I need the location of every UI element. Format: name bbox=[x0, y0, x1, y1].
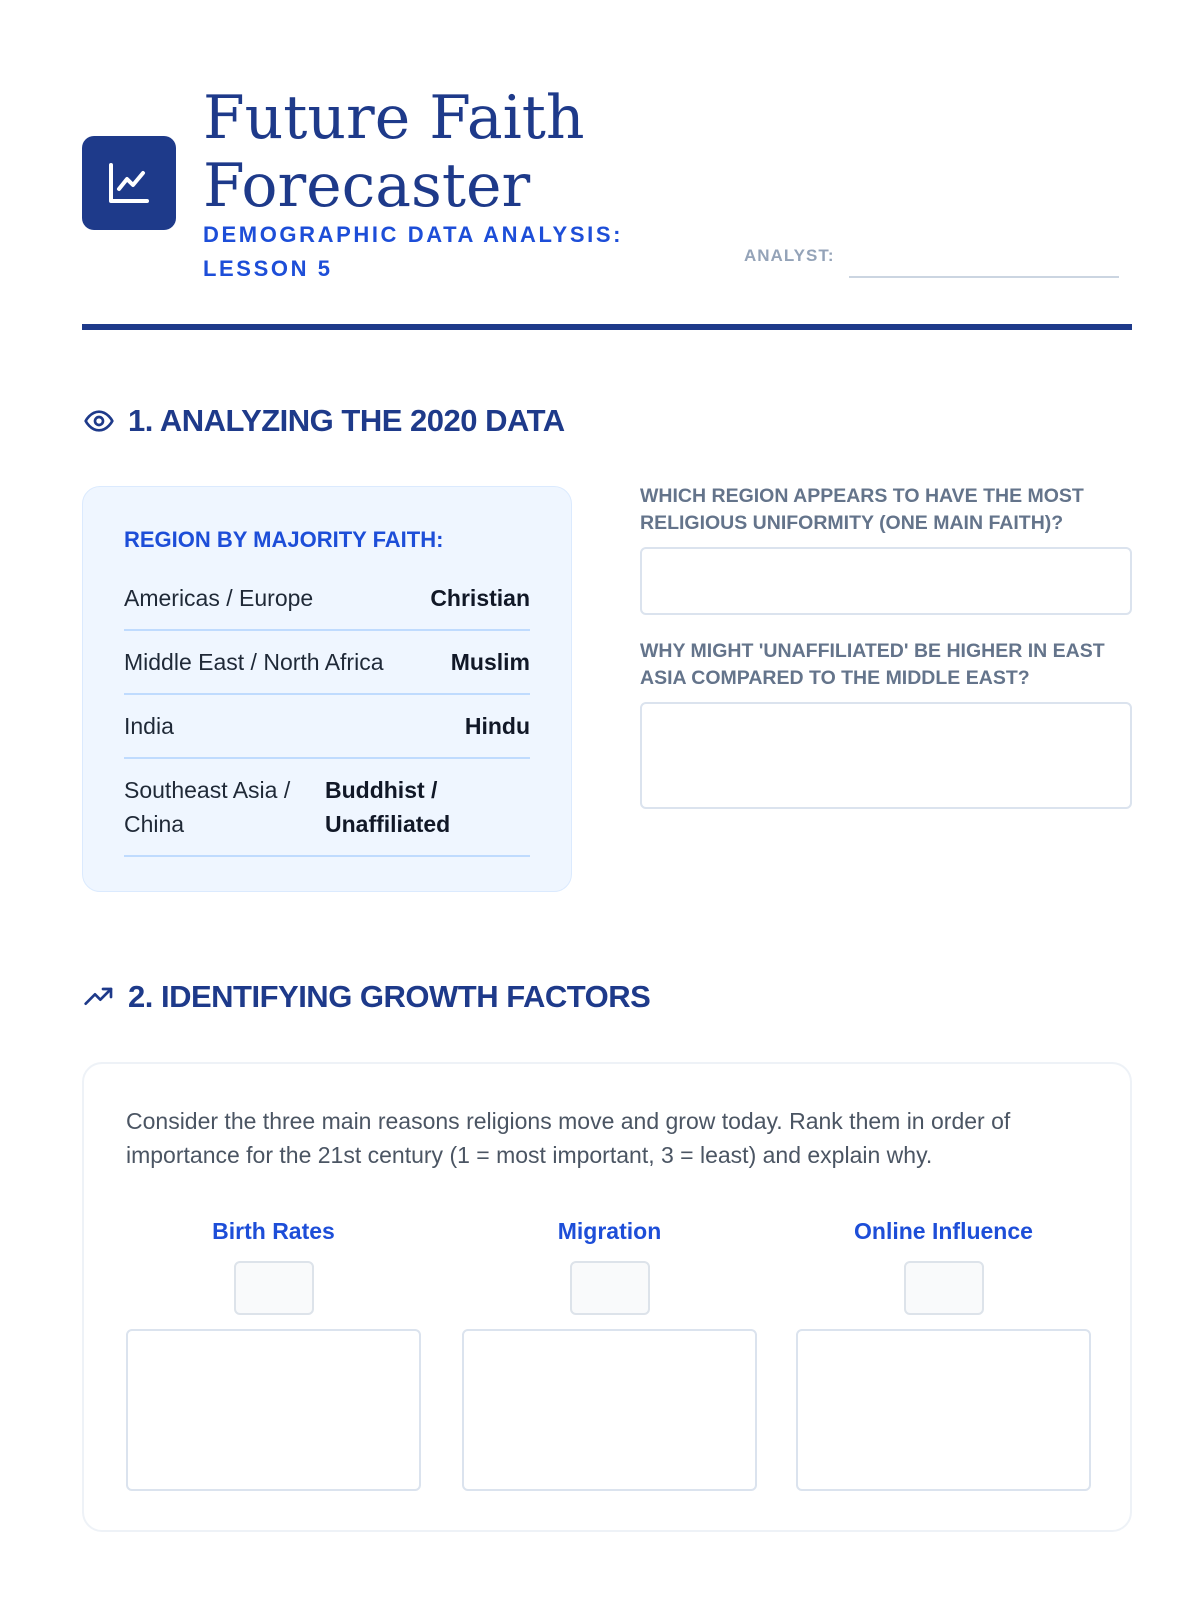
question-label: WHY MIGHT 'UNAFFILIATED' BE HIGHER IN EAST ASIA COMPARED TO THE MIDDLE EAST? bbox=[640, 640, 1105, 689]
factor-label: Birth Rates bbox=[212, 1218, 335, 1244]
section-1-heading bbox=[82, 403, 565, 439]
region-row bbox=[124, 631, 530, 695]
factor-label: Migration bbox=[557, 1218, 662, 1244]
growth-factors-card bbox=[82, 1062, 1132, 1532]
region-faith: Muslim bbox=[450, 649, 530, 675]
region-row bbox=[124, 759, 530, 857]
rank-input-birth-rates[interactable] bbox=[234, 1261, 314, 1315]
trending-up-icon bbox=[82, 980, 116, 1014]
explanation-box-migration[interactable] bbox=[462, 1329, 757, 1491]
question-label: WHICH REGION APPEARS TO HAVE THE MOST RELIGIOUS UNIFORMITY (ONE MAIN FAITH)? bbox=[640, 485, 1084, 534]
region-name: Americas / Europe bbox=[124, 585, 314, 611]
line-chart-icon bbox=[105, 159, 153, 207]
page-header bbox=[82, 80, 1132, 280]
region-row bbox=[124, 567, 530, 631]
factor-birth-rates bbox=[126, 1218, 421, 1491]
growth-instructions: Consider the three main reasons religions move and grow today. Rank them in order of importance for the 21st century (1 = most important, 3 = least) and explain why. bbox=[126, 1108, 1011, 1168]
eye-icon bbox=[82, 404, 116, 438]
region-card-title: REGION BY MAJORITY FAITH: bbox=[124, 527, 444, 552]
region-faith: Hindu bbox=[464, 713, 530, 739]
factor-online-influence bbox=[796, 1218, 1091, 1491]
section-2-title: 2. IDENTIFYING GROWTH FACTORS bbox=[128, 979, 651, 1014]
header-divider bbox=[82, 324, 1132, 330]
section-1-title: 1. ANALYZING THE 2020 DATA bbox=[128, 403, 565, 438]
factor-label: Online Influence bbox=[854, 1218, 1033, 1244]
region-row bbox=[124, 695, 530, 759]
region-faith-card bbox=[82, 486, 572, 892]
rank-input-online-influence[interactable] bbox=[904, 1261, 984, 1315]
answer-box-uniformity[interactable] bbox=[640, 547, 1132, 615]
factor-migration bbox=[462, 1218, 757, 1491]
analyst-input-line[interactable] bbox=[849, 276, 1119, 278]
analyst-label: ANALYST: bbox=[744, 246, 835, 265]
page-title: Future Faith Forecaster bbox=[203, 83, 585, 221]
logo bbox=[82, 136, 176, 230]
section-2-heading bbox=[82, 979, 650, 1015]
region-name: Southeast Asia / China bbox=[124, 777, 291, 837]
answer-box-unaffiliated[interactable] bbox=[640, 702, 1132, 809]
question-unaffiliated bbox=[640, 638, 1132, 809]
region-faith: Christian bbox=[430, 585, 530, 611]
region-faith: Buddhist / Unaffiliated bbox=[325, 777, 451, 837]
region-name: Middle East / North Africa bbox=[124, 649, 384, 675]
rank-input-migration[interactable] bbox=[570, 1261, 650, 1315]
page-subtitle: DEMOGRAPHIC DATA ANALYSIS: LESSON 5 bbox=[203, 222, 624, 281]
question-uniformity bbox=[640, 483, 1132, 615]
explanation-box-birth-rates[interactable] bbox=[126, 1329, 421, 1491]
analyst-field bbox=[744, 246, 1119, 266]
explanation-box-online-influence[interactable] bbox=[796, 1329, 1091, 1491]
region-name: India bbox=[124, 713, 174, 739]
